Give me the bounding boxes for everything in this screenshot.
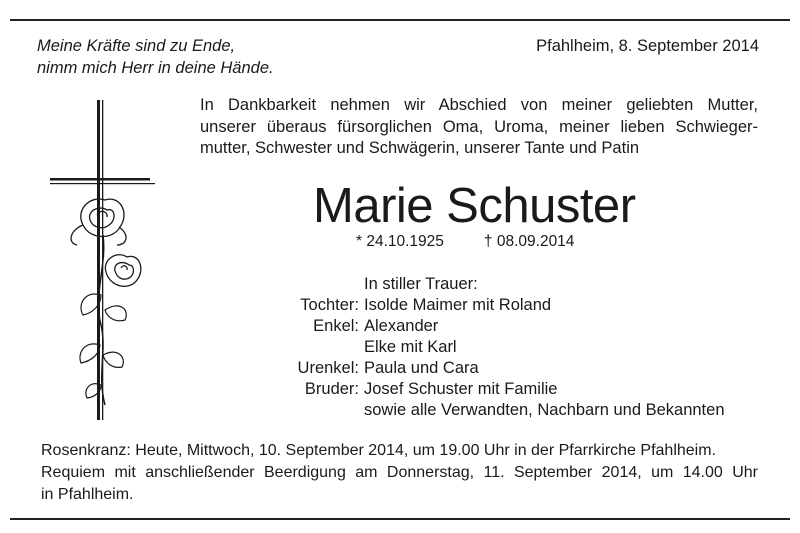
mourner-names: Elke mit Karl bbox=[364, 338, 457, 356]
motto bbox=[37, 35, 274, 79]
mourner-names: Paula und Cara bbox=[364, 359, 479, 377]
life-dates bbox=[356, 233, 574, 251]
mourner-row bbox=[0, 358, 800, 379]
mourner-row bbox=[0, 337, 800, 358]
mourner-names: Alexander bbox=[364, 317, 439, 335]
birth-date: * 24.10.1925 bbox=[356, 233, 444, 250]
service-line-3: in Pfahlheim. bbox=[41, 486, 134, 503]
mourner-names: sowie alle Verwandten, Nachbarn und Bekannten bbox=[364, 401, 725, 419]
mourner-row bbox=[0, 274, 800, 295]
intro-line-2: unserer überaus fürsorglichen Oma, Uroma, meiner lieben Schwieger- bbox=[200, 117, 758, 136]
mourner-relation: Enkel: bbox=[313, 317, 359, 335]
intro-line-1: In Dankbarkeit nehmen wir Abschied von meiner geliebten Mutter, bbox=[200, 96, 758, 114]
mourner-names: Isolde Maimer mit Roland bbox=[364, 296, 552, 314]
intro-line-3: mutter, Schwester und Schwägerin, unserer Tante und Patin bbox=[200, 139, 640, 157]
service-line-2: Requiem mit anschließender Beerdigung am Donnerstag, 11. September 2014, um 14.00 Uhr bbox=[41, 464, 758, 481]
service-line-1: Rosenkranz: Heute, Mittwoch, 10. September 2014, um 19.00 Uhr in der Pfarrkirche Pfahlheim. bbox=[41, 442, 716, 459]
mourner-relation: Tochter: bbox=[300, 296, 359, 314]
death-date: † 08.09.2014 bbox=[483, 233, 575, 250]
mourner-row bbox=[0, 295, 800, 316]
bottom-rule bbox=[10, 518, 790, 520]
intro-text bbox=[200, 95, 758, 160]
mourner-names: Josef Schuster mit Familie bbox=[364, 380, 558, 398]
service-info bbox=[41, 440, 758, 506]
mourner-row bbox=[0, 400, 800, 421]
mourner-row bbox=[0, 379, 800, 400]
mourner-row bbox=[0, 316, 800, 337]
place-date: Pfahlheim, 8. September 2014 bbox=[536, 37, 759, 55]
mourner-relation: Bruder: bbox=[304, 380, 359, 398]
mourners-list bbox=[0, 274, 800, 421]
mourner-relation: Urenkel: bbox=[297, 359, 359, 377]
top-rule bbox=[10, 19, 790, 21]
motto-line-2: nimm mich Herr in deine Hände. bbox=[37, 59, 274, 77]
mourner-names: In stiller Trauer: bbox=[364, 275, 478, 293]
motto-line-1: Meine Kräfte sind zu Ende, bbox=[37, 37, 236, 55]
deceased-name: Marie Schuster bbox=[313, 179, 636, 233]
